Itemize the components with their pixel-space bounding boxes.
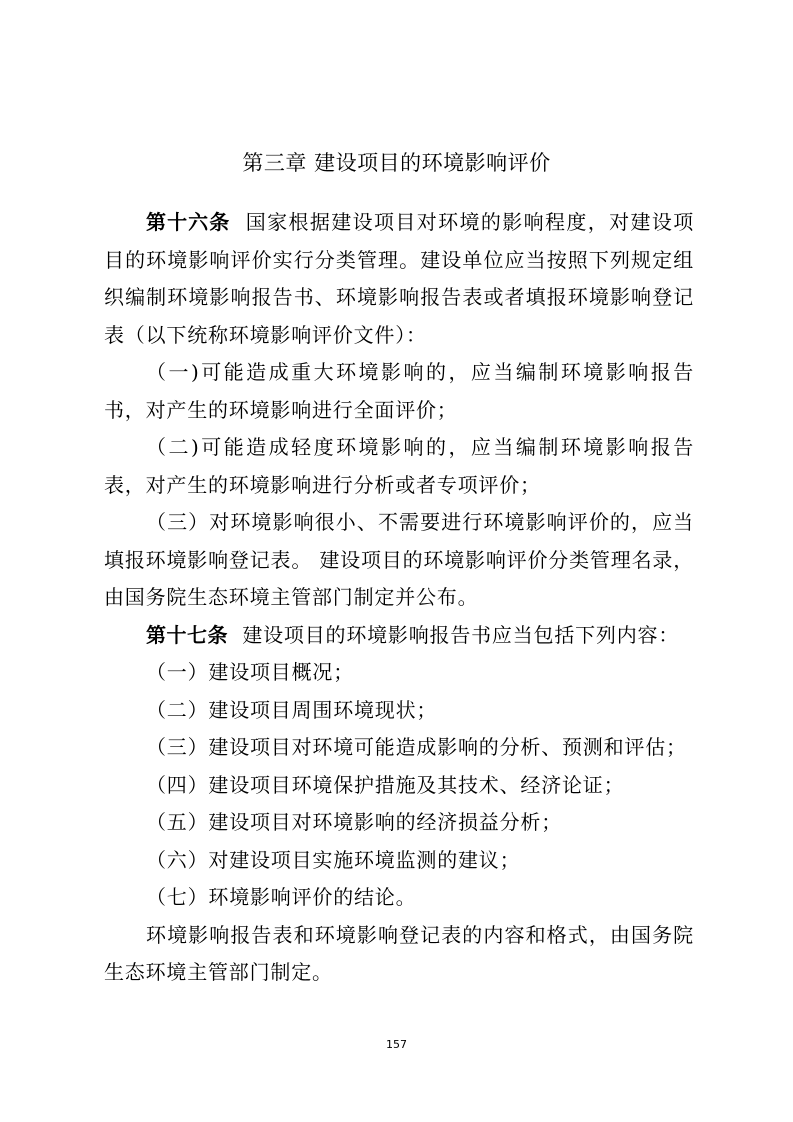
article-16-intro: 国家根据建设项目对环境的影响程度，对建设项目的环境影响评价实行分类管理。建设单位应当按照下列规定组织编制环境影响报告书、环境影响报告表或者填报环境影响登记表（以下统称环境影响评价文件）： [104, 210, 694, 347]
article-16-label: 第十六条 [146, 210, 231, 234]
article-17-item-7: （七）环境影响评价的结论。 [146, 885, 417, 909]
article-17-item-1: （一）建设项目概况； [146, 660, 354, 684]
document-body [104, 204, 694, 992]
article-17-item-5: （五）建设项目对环境影响的经济损益分析； [146, 810, 562, 834]
article-16-item-3: （三）对环境影响很小、不需要进行环境影响评价的，应当填报环境影响登记表。 建设项目的环境影响评价分类管理名录，由国务院生态环境主管部门制定并公布。 [104, 510, 694, 609]
article-17-item-6: （六）对建设项目实施环境监测的建议； [146, 847, 521, 872]
article-17-intro: 建设项目的环境影响报告书应当包括下列内容： [242, 622, 680, 647]
article-16-item-2: （二)可能造成轻度环境影响的，应当编制环境影响报告表，对产生的环境影响进行分析或者专项评价； [104, 435, 694, 497]
article-17-label: 第十七条 [146, 622, 228, 647]
article-16-item-1: （一)可能造成重大环境影响的，应当编制环境影响报告书，对产生的环境影响进行全面评价； [104, 360, 694, 422]
article-16-paragraph [104, 204, 694, 354]
article-17-item-3: （三）建设项目对环境可能造成影响的分析、预测和评估； [146, 735, 687, 759]
article-17-item-4: （四）建设项目环境保护措施及其技术、经济论证； [146, 772, 625, 797]
page-number: 157 [386, 1038, 407, 1051]
article-17-item-2: （二）建设项目周围环境现状； [146, 697, 438, 722]
article-17-paragraph [104, 617, 694, 655]
chapter-title: 第三章 建设项目的环境影响评价 [242, 151, 551, 175]
article-17-closing: 环境影响报告表和环境影响登记表的内容和格式，由国务院生态环境主管部门制定。 [104, 922, 694, 984]
